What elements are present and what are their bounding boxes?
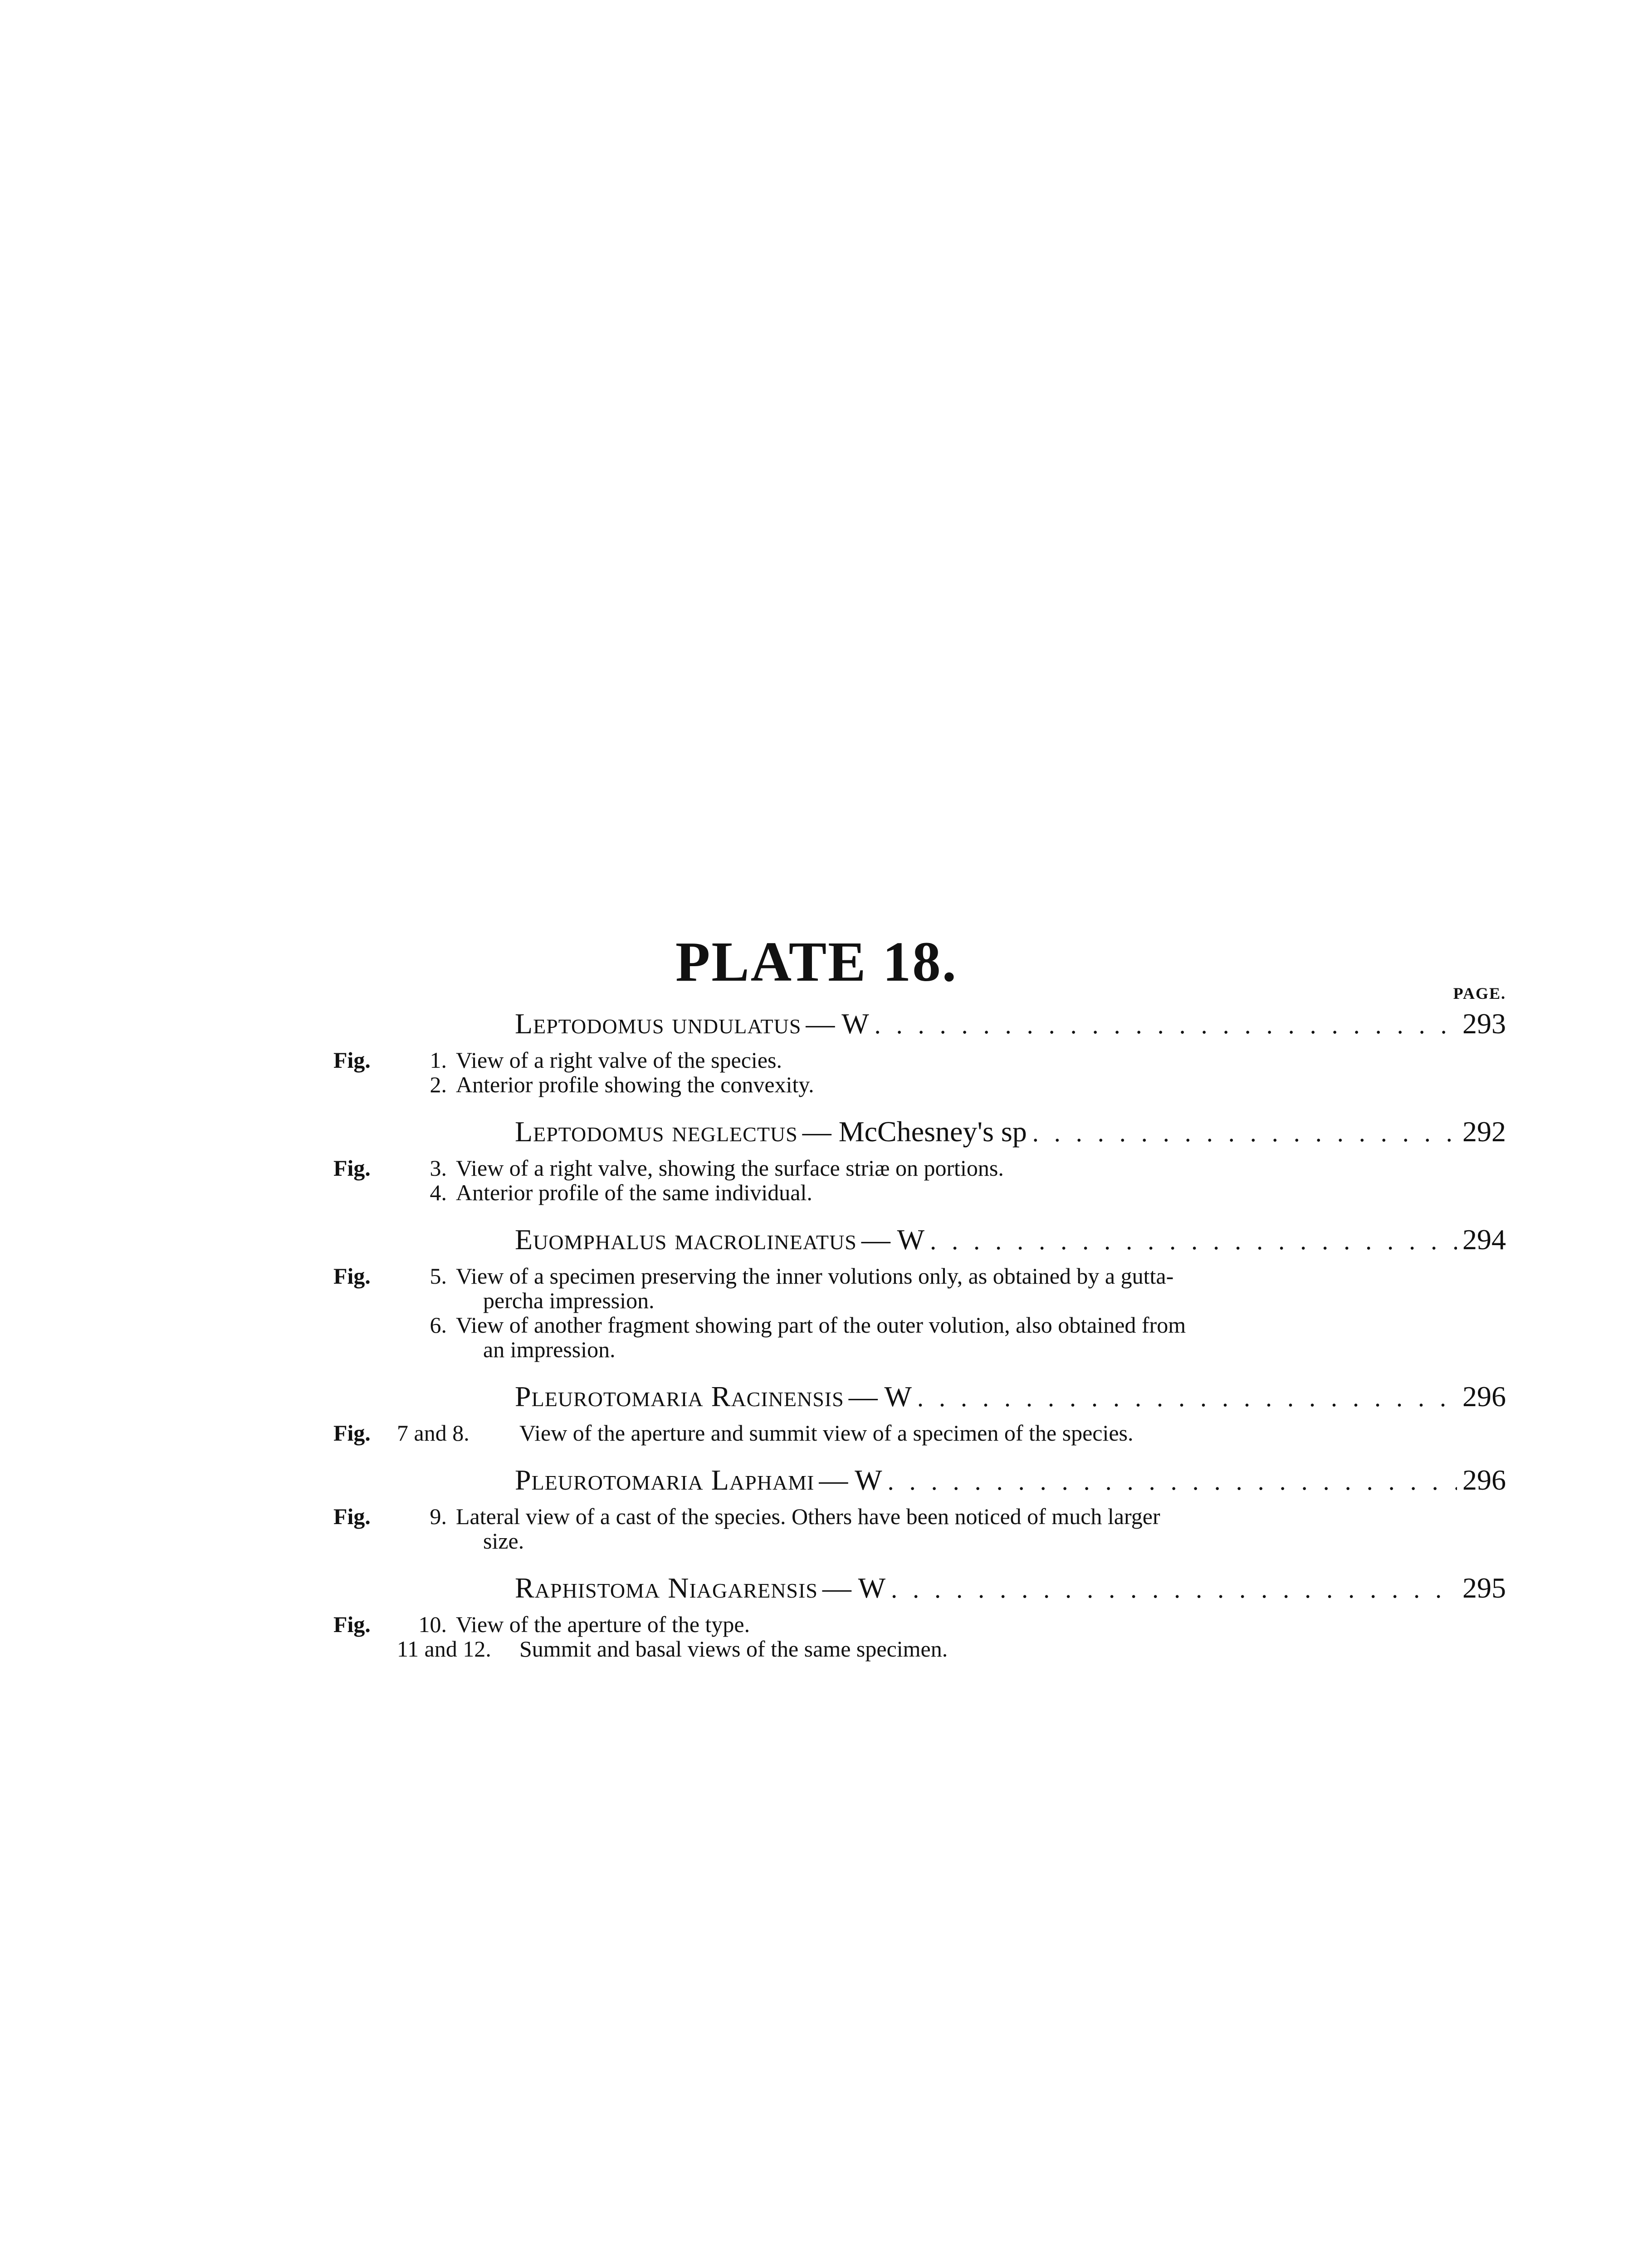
species-epithet: NEGLECTUS	[672, 1123, 798, 1146]
figure-description	[333, 1180, 1506, 1205]
figure-number: 10.	[418, 1612, 447, 1637]
species-epithet: RACINENSIS	[711, 1380, 844, 1413]
figure-description	[333, 1421, 1506, 1445]
species-entry	[333, 1115, 1506, 1205]
species-epithet: NIAGARENSIS	[668, 1572, 818, 1604]
species-epithet: MACROLINEATUS	[675, 1231, 857, 1254]
species-entry	[333, 1380, 1506, 1445]
figure-description	[333, 1264, 1506, 1313]
species-entry	[333, 1007, 1506, 1097]
plate-title: PLATE 18.	[675, 931, 958, 993]
figure-label: Fig.	[333, 1263, 371, 1289]
page-number: 293	[1462, 1007, 1506, 1040]
species-epithet: LAPHAMI	[711, 1464, 815, 1496]
species-author: — W	[848, 1380, 912, 1413]
figure-number: 6.	[430, 1312, 447, 1338]
dot-leader	[917, 1383, 1457, 1413]
figure-text	[519, 1637, 1506, 1661]
figure-number: 2.	[430, 1072, 447, 1097]
figure-text	[456, 1264, 1506, 1313]
plate-contents	[333, 980, 1506, 1679]
figure-number: 1.	[430, 1047, 447, 1073]
page-column-header: PAGE.	[1453, 984, 1506, 1002]
figure-label	[333, 1637, 397, 1661]
figure-text-line: View of another fragment showing part of the outer volution, also obtained from	[456, 1312, 1186, 1338]
figure-text	[456, 1180, 1506, 1205]
figure-text-continuation: percha impression.	[483, 1288, 655, 1313]
figure-description	[333, 1637, 1506, 1661]
figure-label	[333, 1072, 397, 1097]
species-author: — W	[806, 1007, 869, 1040]
genus-name: PLEUROTOMARIA	[515, 1464, 704, 1496]
dot-leader	[930, 1227, 1457, 1256]
page-number: 296	[1462, 1464, 1506, 1496]
species-name	[515, 1115, 798, 1149]
species-heading	[333, 1223, 1506, 1264]
figure-text-line: Summit and basal views of the same specimen.	[519, 1636, 948, 1662]
figure-number: 11 and 12.	[397, 1636, 491, 1662]
species-name	[515, 1223, 857, 1256]
figure-text	[456, 1156, 1506, 1180]
genus-name: RAPHISTOMA	[515, 1572, 660, 1604]
figure-label: Fig.	[333, 1420, 371, 1446]
species-entry	[333, 1571, 1506, 1661]
species-heading	[333, 1115, 1506, 1156]
species-heading	[333, 1571, 1506, 1612]
figure-label: Fig.	[333, 1504, 371, 1529]
figure-text	[456, 1612, 1506, 1637]
figure-text-line: Anterior profile of the same individual.	[456, 1180, 812, 1205]
figure-text-line: View of a specimen preserving the inner volutions only, as obtained by a gutta-	[456, 1263, 1174, 1289]
dot-leader	[1032, 1119, 1457, 1148]
genus-name: PLEUROTOMARIA	[515, 1380, 704, 1413]
figure-label	[333, 1313, 397, 1362]
species-name	[515, 1571, 818, 1605]
figure-text	[519, 1421, 1506, 1445]
species-entry	[333, 1463, 1506, 1553]
species-name	[515, 1463, 814, 1497]
figure-description	[333, 1072, 1506, 1097]
figure-number: 4.	[430, 1180, 447, 1205]
figure-description	[333, 1156, 1506, 1180]
figure-text-line: View of a right valve of the species.	[456, 1047, 782, 1073]
figure-number: 5.	[430, 1263, 447, 1289]
page-number: 296	[1462, 1380, 1506, 1413]
species-epithet: UNDULATUS	[672, 1015, 802, 1038]
species-author: — W	[819, 1464, 882, 1496]
species-author: — W	[822, 1572, 886, 1604]
figure-label	[333, 1180, 397, 1205]
figure-label: Fig.	[333, 1612, 371, 1637]
figure-number: 3.	[430, 1155, 447, 1181]
figure-text	[456, 1072, 1506, 1097]
figure-number: 9.	[430, 1504, 447, 1529]
genus-name: EUOMPHALUS	[515, 1223, 667, 1256]
dot-leader	[891, 1575, 1457, 1604]
dot-leader	[875, 1011, 1457, 1040]
genus-name: LEPTODOMUS	[515, 1007, 665, 1040]
species-author: — W	[861, 1223, 925, 1256]
species-name	[515, 1007, 801, 1041]
species-heading	[333, 1380, 1506, 1421]
figure-text-line: View of a right valve, showing the surface striæ on portions.	[456, 1155, 1004, 1181]
figure-text-continuation: size.	[483, 1528, 524, 1554]
figure-text-line: View of the aperture of the type.	[456, 1612, 750, 1637]
species-heading	[333, 1007, 1506, 1048]
figure-text-line: View of the aperture and summit view of a specimen of the species.	[519, 1420, 1134, 1446]
page-number: 295	[1462, 1572, 1506, 1604]
figure-text-continuation: an impression.	[483, 1337, 616, 1362]
figure-text-line: Anterior profile showing the convexity.	[456, 1072, 814, 1097]
figure-description	[333, 1048, 1506, 1072]
genus-name: LEPTODOMUS	[515, 1115, 665, 1148]
figure-number: 7 and 8.	[397, 1420, 469, 1446]
species-name	[515, 1380, 844, 1413]
figure-description	[333, 1612, 1506, 1637]
figure-label: Fig.	[333, 1155, 371, 1181]
figure-description	[333, 1504, 1506, 1553]
species-entry	[333, 1223, 1506, 1362]
species-list	[333, 1007, 1506, 1661]
species-heading	[333, 1463, 1506, 1504]
species-author: — McChesney's sp	[802, 1115, 1027, 1148]
figure-text-line: Lateral view of a cast of the species. Others have been noticed of much larger	[456, 1504, 1160, 1529]
figure-text	[456, 1048, 1506, 1072]
page-number: 294	[1462, 1223, 1506, 1256]
dot-leader	[888, 1467, 1457, 1496]
figure-text	[456, 1313, 1506, 1362]
figure-description	[333, 1313, 1506, 1362]
figure-label: Fig.	[333, 1047, 371, 1073]
page-number: 292	[1462, 1115, 1506, 1148]
figure-text	[456, 1504, 1506, 1553]
